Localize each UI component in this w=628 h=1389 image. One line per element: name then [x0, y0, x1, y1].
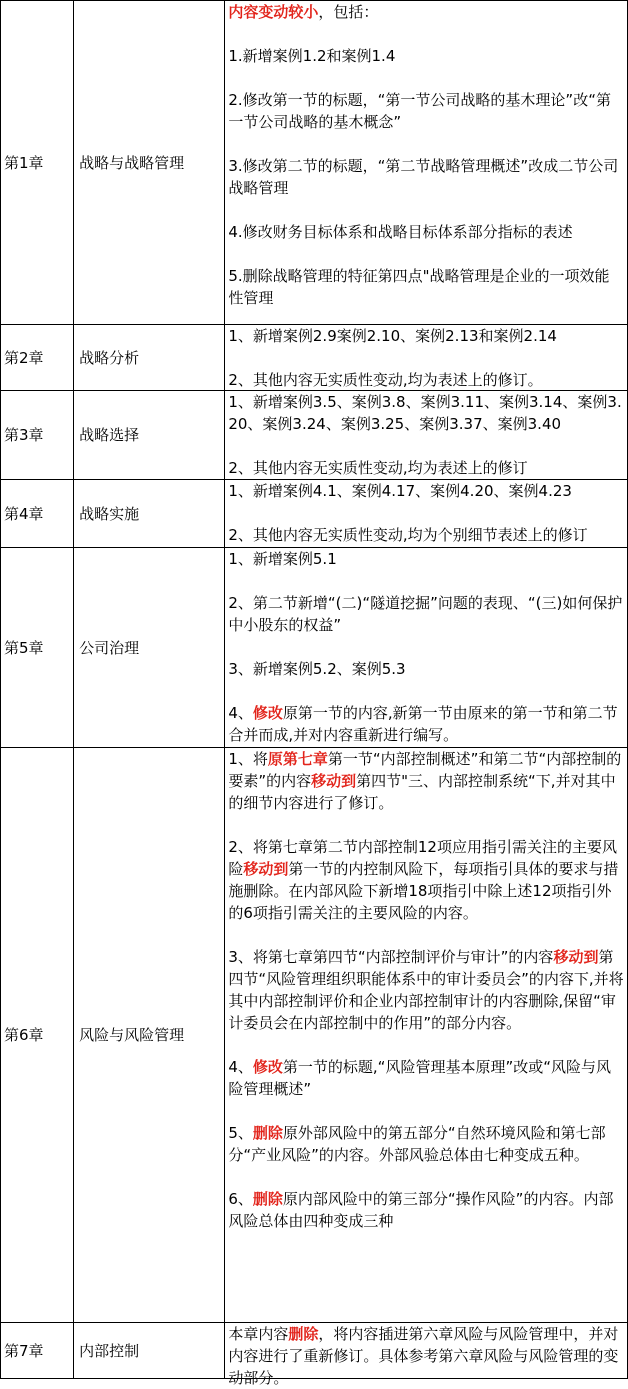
text-segment: 第一节的内控制风险下，每项指引具体的要求与措施删除。在内部风险下新增18项指引中除上述12项指引外的6项指引需关注的主要风险的内容。 [228, 860, 619, 922]
topic-cell: 内部控制 [74, 1323, 225, 1379]
change-description-cell [225, 1323, 628, 1387]
text-segment: 原内部风险中的第三部分“操作风险”的内容。内部风险总体由四种变成三种 [228, 1190, 614, 1230]
highlighted-keyword: 删除 [288, 1325, 319, 1343]
text-segment: 1.新增案例1.2和案例1.4 [228, 47, 396, 65]
topic-cell: 战略选择 [74, 391, 225, 480]
change-item [228, 155, 624, 199]
text-segment: 2、其他内容无实质性变动,均为个别细节表述上的修订 [228, 526, 588, 544]
change-item [228, 1122, 624, 1166]
change-description-cell [225, 325, 628, 391]
table-row [1, 1, 628, 325]
change-item [228, 702, 624, 746]
text-segment: 3.修改第二节的标题，“第二节战略管理概述”改成二节公司战略管理 [228, 157, 619, 197]
table-row [1, 548, 628, 748]
highlighted-keyword: 移动到 [311, 772, 357, 790]
text-segment: 本章内容 [228, 1325, 289, 1343]
change-item [228, 480, 624, 502]
chapter-cell: 第4章 [1, 480, 74, 548]
highlighted-keyword: 修改 [252, 1058, 283, 1076]
change-item [228, 836, 624, 924]
text-segment: 2、其他内容无实质性变动,均为表述上的修订。 [228, 371, 543, 389]
table-row [1, 480, 628, 548]
topic-cell: 战略与战略管理 [74, 1, 225, 325]
text-segment: 第一节“内部控制概述”和第二节“内部控制的要素”的内容 [228, 750, 622, 790]
text-segment: 第一节的标题,“风险管理基本原理”改或“风险与风险管理概述” [228, 1058, 611, 1098]
topic-cell: 风险与风险管理 [74, 748, 225, 1323]
highlighted-keyword: 原第七章 [267, 750, 328, 768]
text-segment: 第四节"三、内部控制系统“下,并对其中的细节内容进行了修订。 [228, 772, 616, 812]
text-segment: 2.修改第一节的标题，“第一节公司战略的基木理论”改“第一节公司战略的基木概念” [228, 91, 611, 131]
text-segment: 1、新增案例4.1、案例4.17、案例4.20、案例4.23 [228, 482, 572, 500]
change-item [228, 391, 624, 435]
text-segment: ，包括： [318, 3, 379, 21]
highlighted-keyword: 修改 [252, 704, 283, 722]
change-item [228, 658, 624, 680]
text-segment: 4、 [228, 704, 253, 722]
change-item [228, 592, 624, 636]
text-segment: 3、新增案例5.2、案例5.3 [228, 660, 406, 678]
change-item [228, 1188, 624, 1232]
text-segment: 原第一节的内容,新第一节由原来的第一节和第二节合并而成,并对内容重新进行编写。 [228, 704, 618, 744]
text-segment: 1、新增案例2.9案例2.10、案例2.13和案例2.14 [228, 327, 557, 345]
highlighted-keyword: 删除 [252, 1124, 283, 1142]
text-segment: 1、新增案例5.1 [228, 550, 337, 568]
change-item [228, 1056, 624, 1100]
text-segment: 2、将第七章第二节内部控制12项应用指引需关注的主要风险 [228, 838, 617, 878]
text-segment: 6、 [228, 1190, 253, 1208]
topic-cell: 公司治理 [74, 548, 225, 748]
change-item [228, 748, 624, 814]
table-row [1, 325, 628, 391]
chapter-cell: 第7章 [1, 1323, 74, 1379]
highlighted-keyword: 删除 [252, 1190, 283, 1208]
change-item [228, 89, 624, 133]
table-row [1, 748, 628, 1323]
text-segment: ，将内容插进第六章风险与风险管理中，并对内容进行了重新修订。具体参考第六章风险与风险管理的变动部分。 [228, 1325, 619, 1387]
table-row [1, 391, 628, 480]
change-item [228, 45, 624, 67]
text-segment: 5.删除战略管理的特征第四点"战略管理是企业的一项效能性管理 [228, 267, 610, 307]
chapter-cell: 第5章 [1, 548, 74, 748]
change-item [228, 369, 624, 391]
change-item [228, 457, 624, 479]
change-item [228, 265, 624, 309]
text-segment: 1、新增案例3.5、案例3.8、案例3.11、案例3.14、案例3.20、案例3.24、案例3.25、案例3.37、案例3.40 [228, 393, 622, 433]
highlighted-keyword: 内容变动较小 [228, 3, 319, 21]
change-item [228, 1, 624, 23]
change-item [228, 524, 624, 546]
change-item [228, 325, 624, 347]
chapter-cell: 第6章 [1, 748, 74, 1323]
change-item [228, 548, 624, 570]
topic-cell: 战略分析 [74, 325, 225, 391]
change-description-cell [225, 480, 628, 548]
chapter-cell: 第1章 [1, 1, 74, 325]
chapter-cell: 第3章 [1, 391, 74, 480]
change-description-cell [225, 391, 628, 480]
text-segment: 4、 [228, 1058, 253, 1076]
text-segment: 3、将第七章第四节“内部控制评价与审计”的内容 [228, 948, 554, 966]
topic-cell: 战略实施 [74, 480, 225, 548]
change-item [228, 221, 624, 243]
chapter-cell: 第2章 [1, 325, 74, 391]
highlighted-keyword: 移动到 [243, 860, 289, 878]
text-segment: 4.修改财务目标体系和战略目标体系部分指标的表述 [228, 223, 573, 241]
text-segment: 1、将 [228, 750, 268, 768]
change-description-cell [225, 1, 628, 325]
text-segment: 2、第二节新增“(二)“隧道挖掘”问题的表现、“(三)如何保护中小股东的权益” [228, 594, 623, 634]
change-description-cell [225, 548, 628, 748]
change-item [228, 1323, 624, 1389]
text-segment: 5、 [228, 1124, 253, 1142]
text-segment: 原外部风险中的第五部分“自然环境风险和第七部分“产业风险”的内容。外部风验总体由七种变成五种。 [228, 1124, 606, 1164]
table-row [1, 1323, 628, 1379]
highlighted-keyword: 移动到 [553, 948, 599, 966]
change-description-cell [225, 748, 628, 1323]
change-item [228, 946, 624, 1034]
text-segment: 第四节“风险管理组织职能体系中的审计委员会”的内容下,并将其中内部控制评价和企业内部控制审计的内容删除,保留“审计委员会在内部控制中的作用”的部分内容。 [228, 948, 624, 1032]
text-segment: 2、其他内容无实质性变动,均为表述上的修订 [228, 459, 528, 477]
